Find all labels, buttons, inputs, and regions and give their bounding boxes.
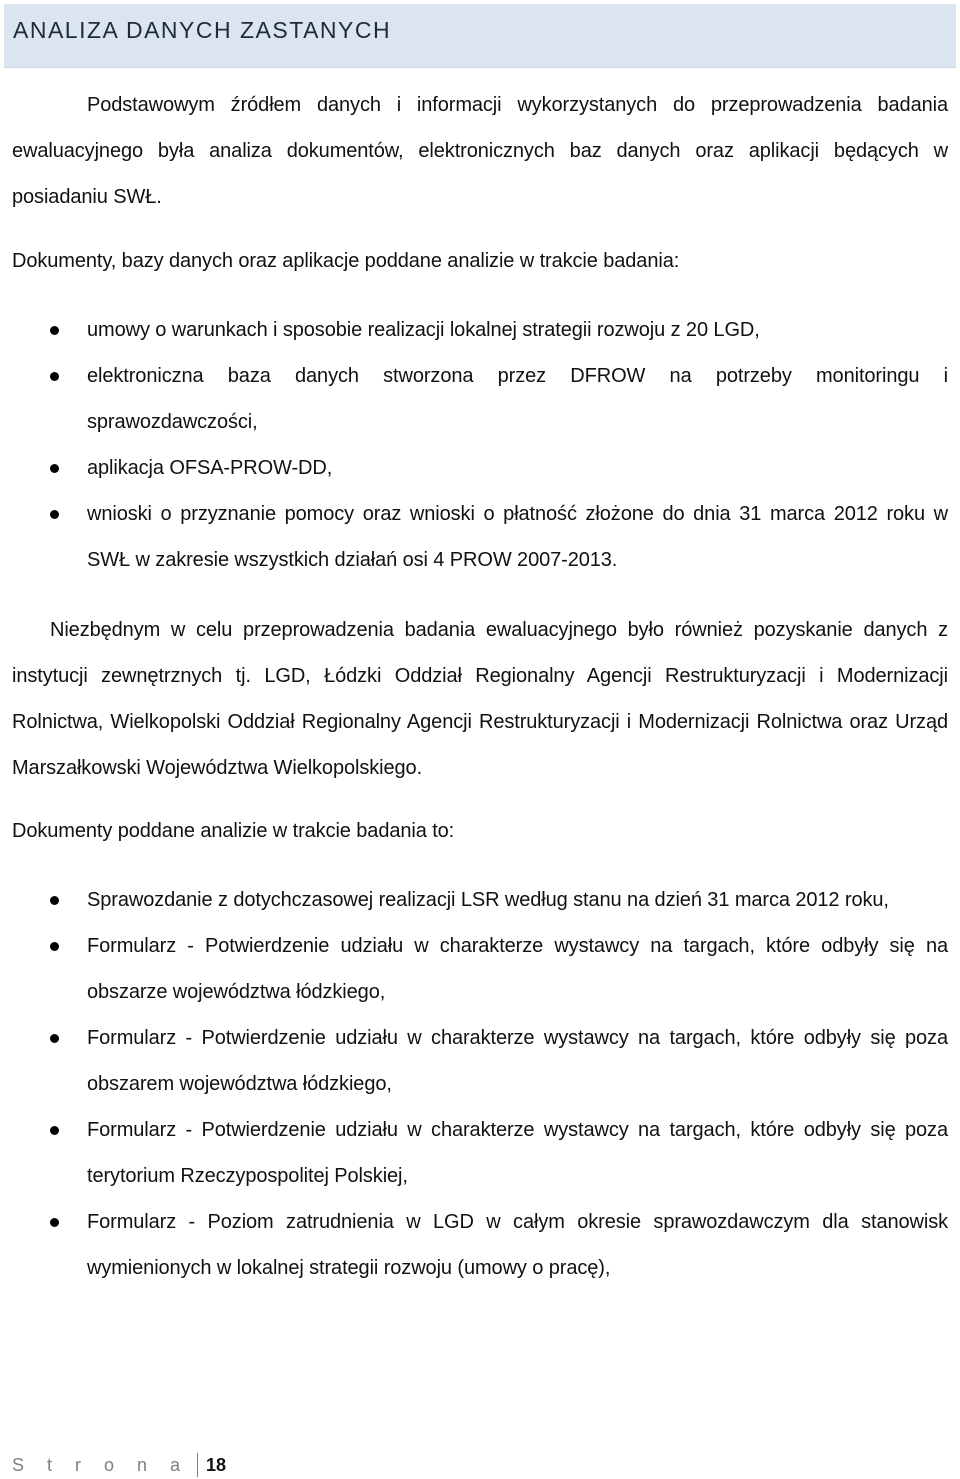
list-item — [0, 491, 948, 583]
list-item — [0, 923, 948, 1015]
page-label: S t r o n a — [12, 1454, 190, 1475]
list1-intro: Dokumenty, bazy danych oraz aplikacje poddane analizie w trakcie badania: — [12, 250, 680, 272]
list-item-text: Sprawozdanie z dotychczasowej realizacji LSR według stanu na dzień 31 marca 2012 roku, — [87, 889, 889, 911]
external-data-paragraph: Niezbędnym w celu przeprowadzenia badania ewaluacyjnego było również pozyskanie danych z instytucji zewnętrznych tj. LGD, Łódzki Oddział Regionalny Agencji Restrukturyzacji i Modernizacji Rolnictwa, Wielkopolski Oddział Regionalny Agencji Restrukturyzacji i Modernizacji Rolnictwa oraz Urząd Marszałkowski Województwa Wielkopolskiego. — [12, 619, 948, 779]
analyzed-documents-list — [0, 877, 960, 1291]
list-item-text: Formularz - Poziom zatrudnienia w LGD w całym okresie sprawozdawczym dla stanowisk wymienionych w lokalnej strategii rozwoju (umowy o pracę), — [87, 1211, 948, 1279]
bullet-icon — [50, 896, 59, 905]
page-footer — [12, 1452, 226, 1478]
list-item-text: Formularz - Potwierdzenie udziału w charakterze wystawcy na targach, które odbyły się poza terytorium Rzeczypospolitej Polskiej, — [87, 1119, 948, 1187]
section-heading-bar — [4, 4, 956, 68]
bullet-icon — [50, 942, 59, 951]
list-item — [0, 1107, 948, 1199]
bullet-icon — [50, 1034, 59, 1043]
list-item-text: elektroniczna baza danych stworzona przez DFROW na potrzeby monitoringu i sprawozdawczości, — [87, 365, 948, 433]
footer-divider — [197, 1453, 198, 1477]
page-number: 18 — [206, 1454, 227, 1475]
list-item — [0, 445, 948, 491]
list-item — [0, 307, 948, 353]
list-item-text: Formularz - Potwierdzenie udziału w charakterze wystawcy na targach, które odbyły się poza obszarem województwa łódzkiego, — [87, 1027, 948, 1095]
bullet-icon — [50, 510, 59, 519]
list-item-text: wnioski o przyznanie pomocy oraz wnioski o płatność złożone do dnia 31 marca 2012 roku w SWŁ w zakresie wszystkich działań osi 4 PROW 2007-2013. — [87, 503, 948, 571]
bullet-icon — [50, 326, 59, 335]
bullet-icon — [50, 1218, 59, 1227]
list-item — [0, 1199, 948, 1291]
list-item-text: umowy o warunkach i sposobie realizacji lokalnej strategii rozwoju z 20 LGD, — [87, 319, 760, 341]
list-item — [0, 353, 948, 445]
list-item — [0, 877, 948, 923]
bullet-icon — [50, 464, 59, 473]
documents-list — [0, 307, 960, 583]
list-item-text: Formularz - Potwierdzenie udziału w charakterze wystawcy na targach, które odbyły się na obszarze województwa łódzkiego, — [87, 935, 948, 1003]
list-item-text: aplikacja OFSA-PROW-DD, — [87, 457, 333, 479]
list-item — [0, 1015, 948, 1107]
intro-paragraph: Podstawowym źródłem danych i informacji wykorzystanych do przeprowadzenia badania ewaluacyjnego była analiza dokumentów, elektronicznych baz danych oraz aplikacji będących w posiadaniu SWŁ. — [12, 94, 948, 208]
section-heading: ANALIZA DANYCH ZASTANYCH — [13, 17, 392, 43]
bullet-icon — [50, 372, 59, 381]
bullet-icon — [50, 1126, 59, 1135]
list2-intro: Dokumenty poddane analizie w trakcie badania to: — [12, 820, 455, 842]
